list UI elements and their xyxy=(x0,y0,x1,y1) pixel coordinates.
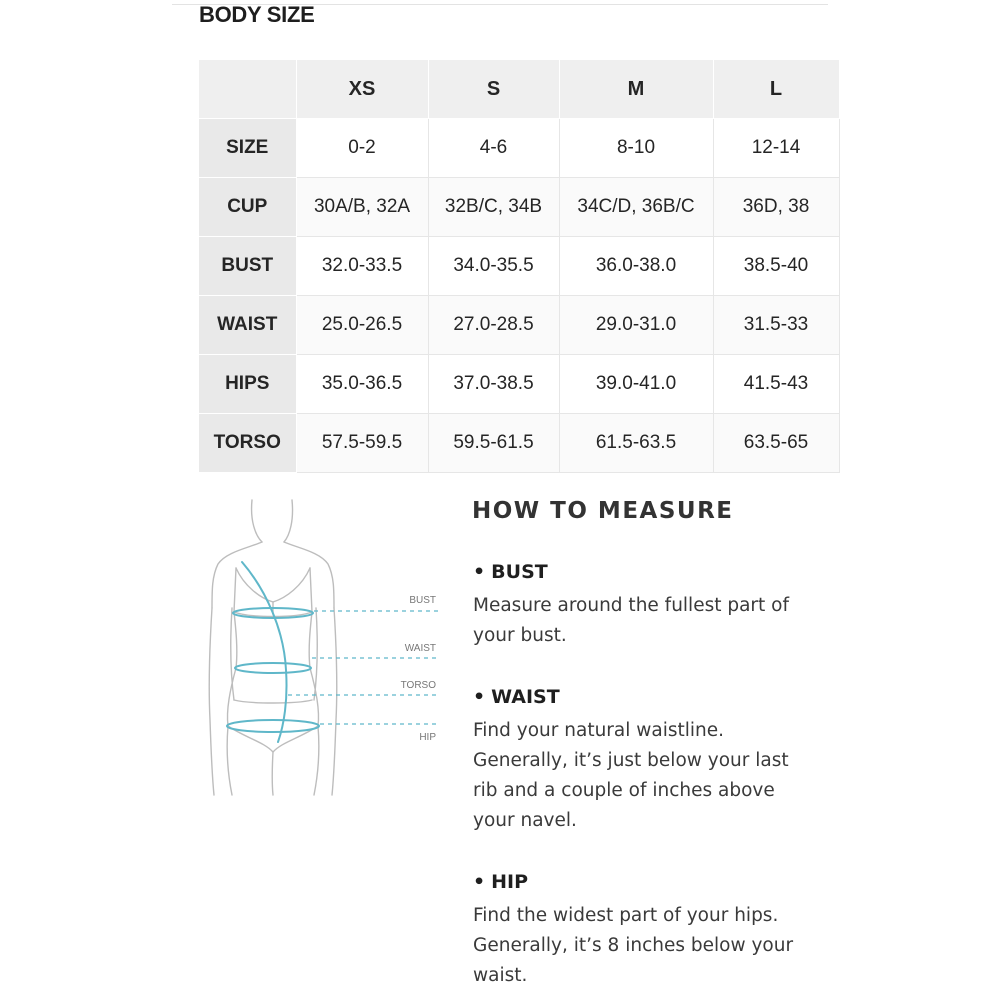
size-table xyxy=(199,60,840,473)
how-to-measure-title: HOW TO MEASURE xyxy=(472,498,734,524)
table-cell: 29.0-31.0 xyxy=(559,296,713,355)
table-cell: 35.0-36.5 xyxy=(296,355,428,414)
table-cell: 25.0-26.5 xyxy=(296,296,428,355)
table-row-hips xyxy=(199,355,839,414)
table-cell: 59.5-61.5 xyxy=(428,414,559,473)
table-cell: 34.0-35.5 xyxy=(428,237,559,296)
row-label-hips: HIPS xyxy=(199,355,296,414)
table-cell: 36.0-38.0 xyxy=(559,237,713,296)
waist-description: Find your natural waistline. Generally, it’s just below your last rib and a couple of inches above your navel. xyxy=(473,720,789,831)
table-cell: 27.0-28.5 xyxy=(428,296,559,355)
table-cell: 8-10 xyxy=(559,119,713,178)
table-corner-cell xyxy=(199,60,296,119)
table-cell: 32.0-33.5 xyxy=(296,237,428,296)
table-cell: 0-2 xyxy=(296,119,428,178)
bullet: • xyxy=(473,561,486,583)
body-outline xyxy=(209,500,337,795)
table-row-torso xyxy=(199,414,839,473)
row-label-bust: BUST xyxy=(199,237,296,296)
table-row-cup xyxy=(199,178,839,237)
bust-description: Measure around the fullest part of your bust. xyxy=(473,595,789,646)
table-cell: 38.5-40 xyxy=(713,237,839,296)
body-measurement-illustration xyxy=(200,490,450,810)
column-header-s: S xyxy=(428,60,559,119)
column-header-l: L xyxy=(713,60,839,119)
waist-measure-line xyxy=(235,663,311,673)
table-cell: 32B/C, 34B xyxy=(428,178,559,237)
waist-heading xyxy=(473,686,560,708)
table-row-size xyxy=(199,119,839,178)
table-cell: 37.0-38.5 xyxy=(428,355,559,414)
table-cell: 61.5-63.5 xyxy=(559,414,713,473)
row-label-cup: CUP xyxy=(199,178,296,237)
bullet: • xyxy=(473,871,486,893)
column-header-m: M xyxy=(559,60,713,119)
bullet: • xyxy=(473,686,486,708)
torso-label: TORSO xyxy=(400,680,436,691)
bust-label: BUST xyxy=(409,595,436,606)
table-cell: 34C/D, 36B/C xyxy=(559,178,713,237)
figure-labels xyxy=(401,595,437,743)
table-cell: 63.5-65 xyxy=(713,414,839,473)
table-row-bust xyxy=(199,237,839,296)
table-header-row xyxy=(199,60,839,119)
table-cell: 36D, 38 xyxy=(713,178,839,237)
table-cell: 57.5-59.5 xyxy=(296,414,428,473)
waist-label: WAIST xyxy=(404,643,436,654)
hip-heading xyxy=(473,871,528,893)
hip-label: HIP xyxy=(419,732,436,743)
table-cell: 4-6 xyxy=(428,119,559,178)
table-row-waist xyxy=(199,296,839,355)
column-header-xs: XS xyxy=(296,60,428,119)
table-cell: 41.5-43 xyxy=(713,355,839,414)
section-title: BODY SIZE xyxy=(199,2,315,27)
bust-heading xyxy=(473,561,548,583)
size-table-container xyxy=(199,60,810,470)
row-label-waist: WAIST xyxy=(199,296,296,355)
table-cell: 39.0-41.0 xyxy=(559,355,713,414)
hip-description: Find the widest part of your hips. Generally, it’s 8 inches below your waist. xyxy=(473,905,794,986)
table-cell: 30A/B, 32A xyxy=(296,178,428,237)
measurement-lines xyxy=(227,562,319,742)
hip-measure-line xyxy=(227,720,319,732)
bust-heading-text: BUST xyxy=(491,561,548,583)
table-cell: 31.5-33 xyxy=(713,296,839,355)
torso-measure-line xyxy=(242,562,287,742)
hip-heading-text: HIP xyxy=(491,871,529,893)
row-label-size: SIZE xyxy=(199,119,296,178)
waist-heading-text: WAIST xyxy=(491,686,560,708)
row-label-torso: TORSO xyxy=(199,414,296,473)
table-cell: 12-14 xyxy=(713,119,839,178)
